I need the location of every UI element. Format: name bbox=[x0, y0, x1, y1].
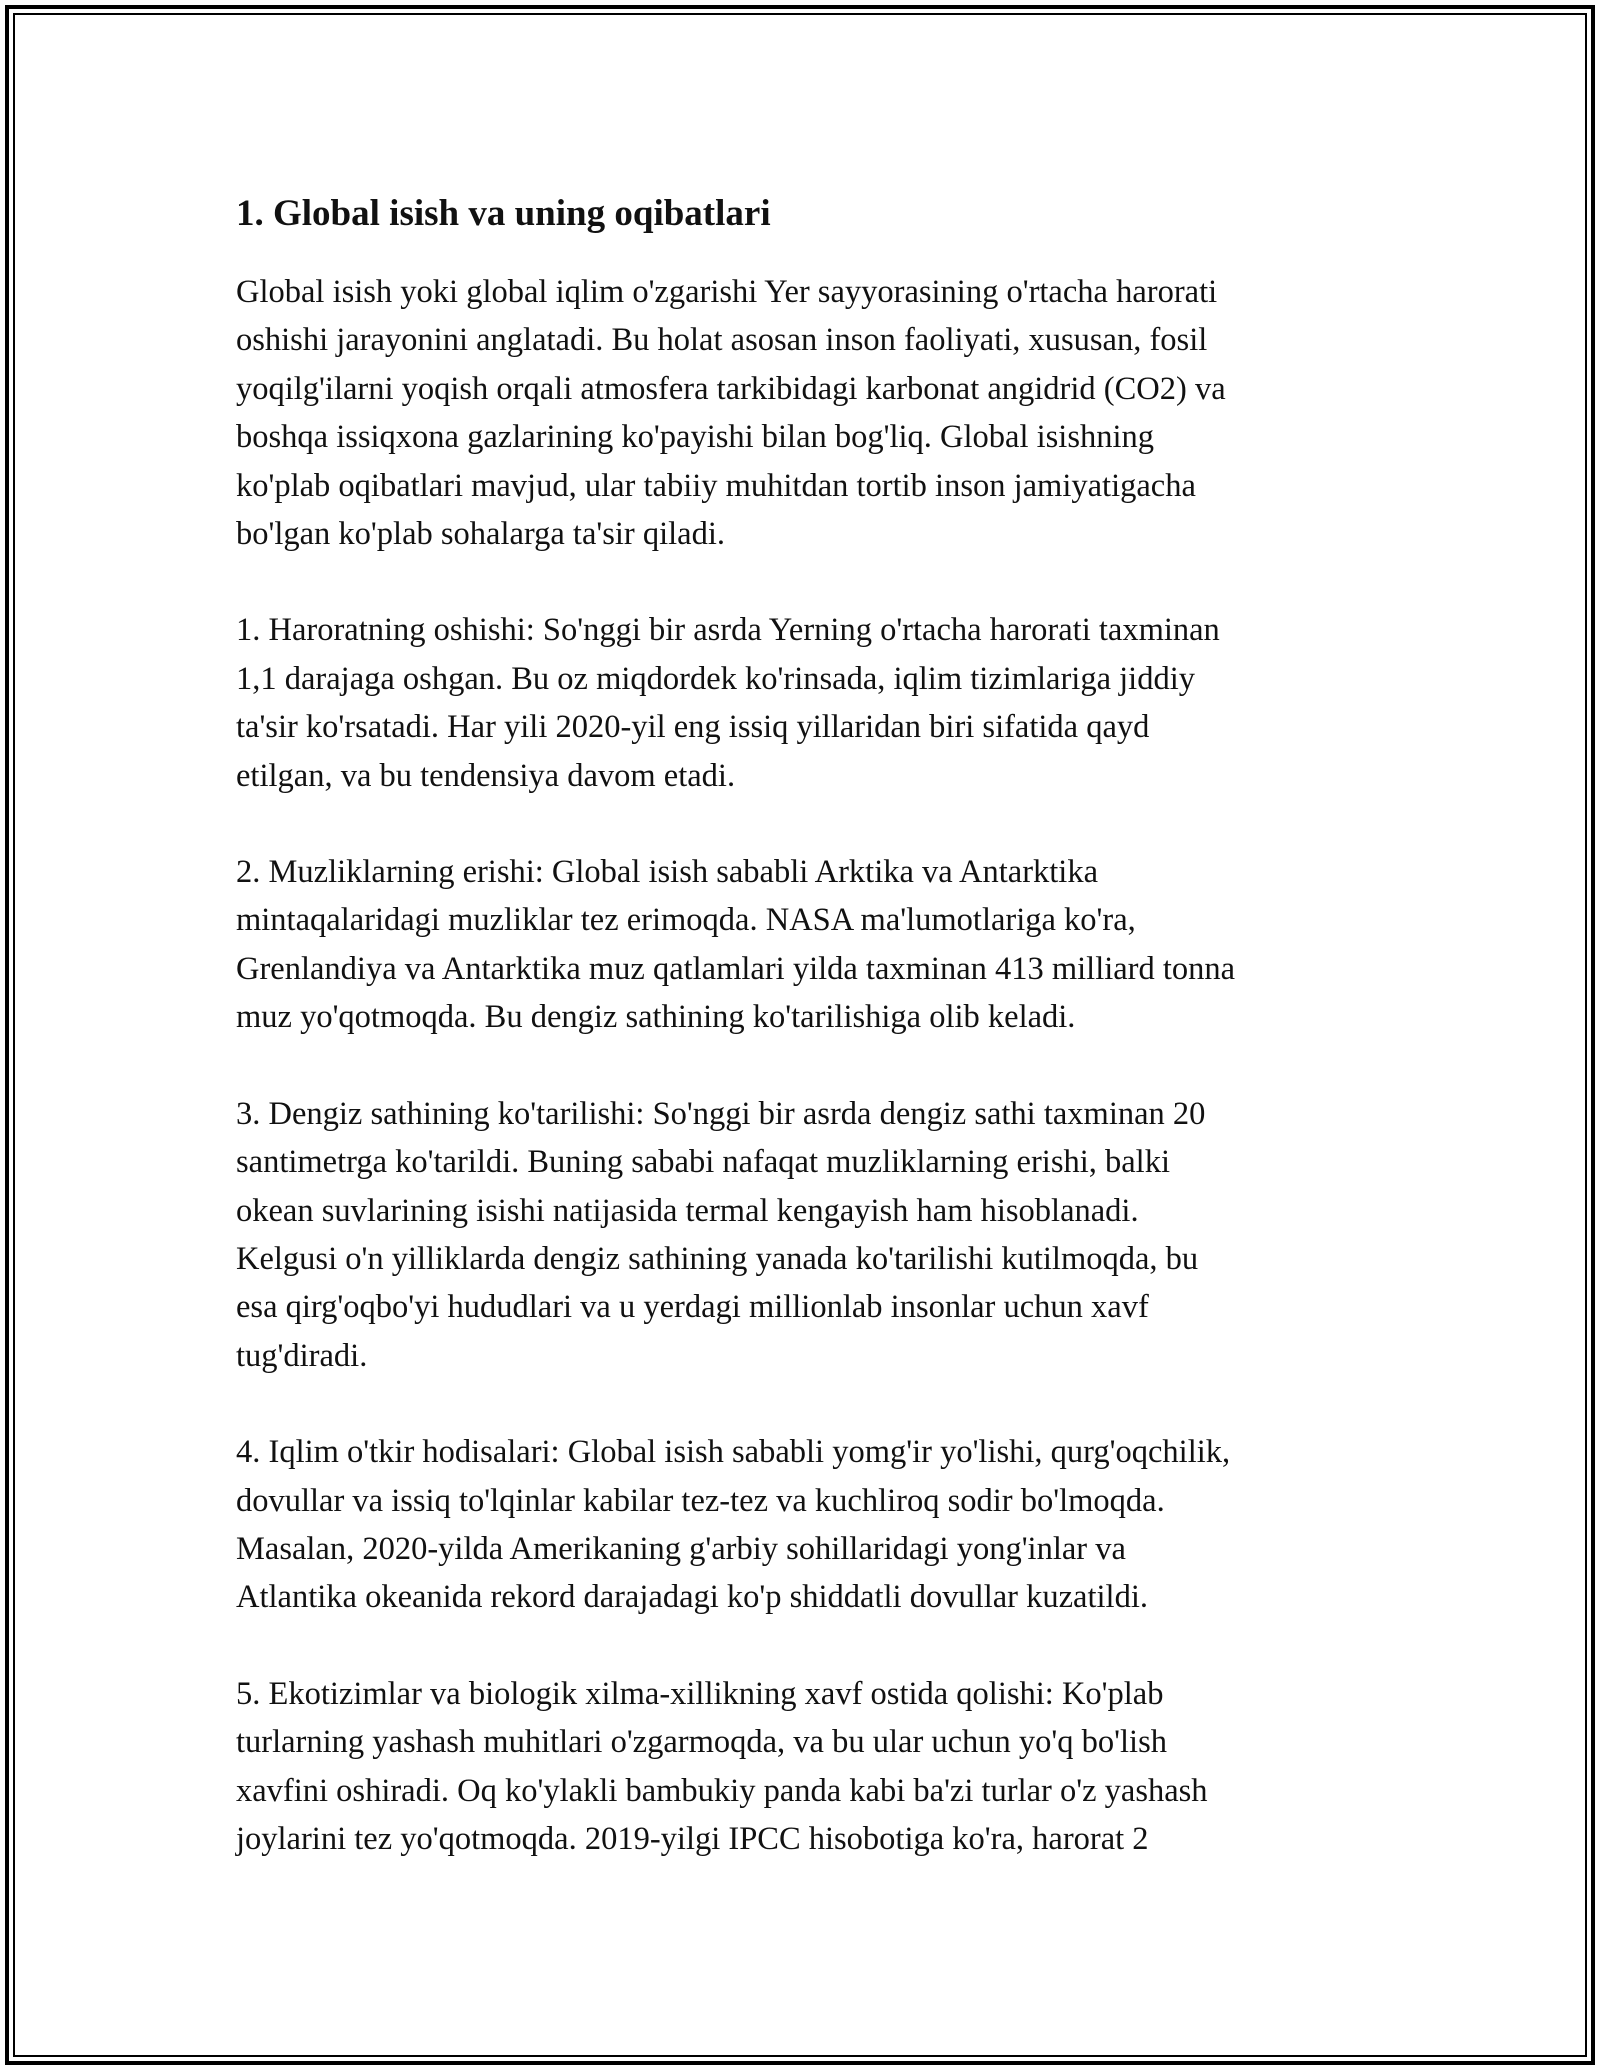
paragraph-biodiversity bbox=[236, 1670, 1376, 1864]
text-line: 1. Haroratning oshishi: So'nggi bir asrda Yerning o'rtacha harorati taxminan bbox=[236, 612, 1220, 649]
document-title: 1. Global isish va uning oqibatlari bbox=[236, 193, 771, 234]
paragraph-sea-level-rise bbox=[236, 1090, 1376, 1380]
paragraph-temperature-rise bbox=[236, 606, 1376, 800]
text-line: bo'lgan ko'plab sohalarga ta'sir qiladi. bbox=[236, 516, 726, 553]
text-line: mintaqalaridagi muzliklar tez erimoqda. NASA ma'lumotlariga ko'ra, bbox=[236, 902, 1136, 939]
text-line: okean suvlarining isishi natijasida termal kengayish ham hisoblanadi. bbox=[236, 1192, 1139, 1229]
text-line: etilgan, va bu tendensiya davom etadi. bbox=[236, 757, 736, 794]
paragraph-glacier-melting bbox=[236, 848, 1376, 1042]
text-line: xavfini oshiradi. Oq ko'ylakli bambukiy panda kabi ba'zi turlar o'z yashash bbox=[236, 1772, 1208, 1809]
text-line: 2. Muzliklarning erishi: Global isish sababli Arktika va Antarktika bbox=[236, 854, 1099, 891]
text-line: turlarning yashash muhitlari o'zgarmoqda, va bu ular uchun yo'q bo'lish bbox=[236, 1724, 1167, 1761]
document-body bbox=[236, 186, 1376, 1911]
text-line: joylarini tez yo'qotmoqda. 2019-yilgi IPCC hisobotiga ko'ra, harorat 2 bbox=[236, 1820, 1149, 1857]
text-line: yoqilg'ilarni yoqish orqali atmosfera tarkibidagi karbonat angidrid (CO2) va bbox=[236, 370, 1226, 407]
text-line: Masalan, 2020-yilda Amerikaning g'arbiy sohillaridagi yong'inlar va bbox=[236, 1530, 1126, 1567]
text-line: 3. Dengiz sathining ko'tarilishi: So'nggi bir asrda dengiz sathi taxminan 20 bbox=[236, 1095, 1206, 1132]
paragraph-extreme-weather bbox=[236, 1428, 1376, 1622]
text-line: esa qirg'oqbo'yi hududlari va u yerdagi millionlab insonlar uchun xavf bbox=[236, 1289, 1149, 1326]
text-line: Global isish yoki global iqlim o'zgarishi Yer sayyorasining o'rtacha harorati bbox=[236, 274, 1218, 310]
text-line: oshishi jarayonini anglatadi. Bu holat asosan inson faoliyati, xususan, fosil bbox=[236, 322, 1208, 359]
text-line: tug'diradi. bbox=[236, 1337, 368, 1374]
text-line: dovullar va issiq to'lqinlar kabilar tez-tez va kuchliroq sodir bo'lmoqda. bbox=[236, 1482, 1165, 1519]
text-line: boshqa issiqxona gazlarining ko'payishi bilan bog'liq. Global isishning bbox=[236, 419, 1155, 456]
text-line: 1,1 darajaga oshgan. Bu oz miqdordek ko'rinsada, iqlim tizimlariga jiddiy bbox=[236, 660, 1195, 697]
text-line: 5. Ekotizimlar va biologik xilma-xillikning xavf ostida qolishi: Ko'plab bbox=[236, 1675, 1164, 1712]
text-line: muz yo'qotmoqda. Bu dengiz sathining ko'tarilishiga olib keladi. bbox=[236, 999, 1076, 1036]
text-line: Atlantika okeanida rekord darajadagi ko'p shiddatli dovullar kuzatildi. bbox=[236, 1579, 1148, 1616]
text-line: Kelgusi o'n yilliklarda dengiz sathining yanada ko'tarilishi kutilmoqda, bu bbox=[236, 1240, 1199, 1277]
text-line: Grenlandiya va Antarktika muz qatlamlari yilda taxminan 413 milliard tonna bbox=[236, 950, 1236, 987]
text-line: 4. Iqlim o'tkir hodisalari: Global isish sababli yomg'ir yo'lishi, qurg'oqchilik, bbox=[236, 1434, 1231, 1471]
text-line: santimetrga ko'tarildi. Buning sababi nafaqat muzliklarning erishi, balki bbox=[236, 1144, 1170, 1181]
text-line: ta'sir ko'rsatadi. Har yili 2020-yil eng issiq yillaridan biri sifatida qayd bbox=[236, 709, 1150, 746]
text-line: ko'plab oqibatlari mavjud, ular tabiiy muhitdan tortib inson jamiyatigacha bbox=[236, 467, 1196, 504]
paragraph-intro bbox=[236, 268, 1376, 558]
